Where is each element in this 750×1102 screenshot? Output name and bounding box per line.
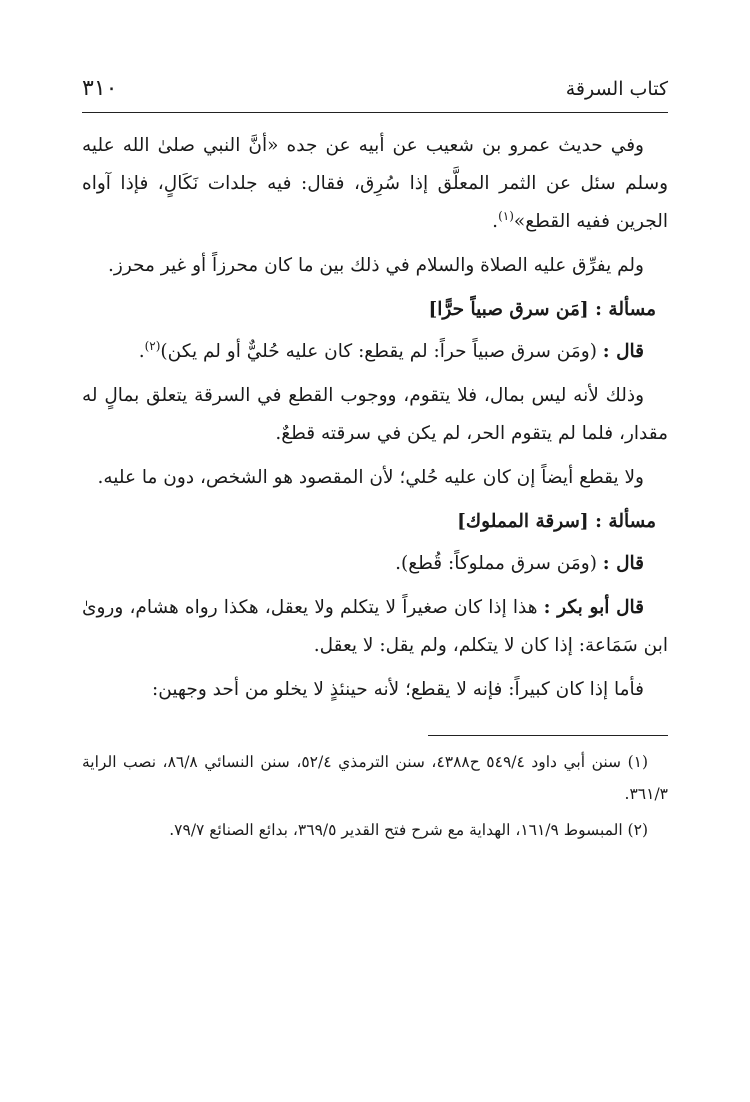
paragraph-hadith-text: وفي حديث عمرو بن شعيب عن أبيه عن جده «أنَّ النبي صلىٰ الله عليه وسلم سئل عن الثمر المعلَّق إذا سُرِق، فقال: فيه جلدات نَكَالٍ، فإذا آواه الجرين ففيه القطع» (82, 135, 668, 232)
footnote-divider (428, 735, 668, 736)
footnote-1: (١) سنن أبي داود ٥٤٩/٤ ح٤٣٨٨، سنن الترمذي ٥٢/٤، سنن النسائي ٨٦/٨، نصب الراية ٣٦١/٣. (82, 753, 668, 803)
footnote-ref-1[interactable]: (١) (498, 208, 514, 223)
footnotes (82, 746, 668, 846)
paragraph-no-distinction: ولم يفرِّق عليه الصلاة والسلام في ذلك بين ما كان محرزاً أو غير محرز. (108, 255, 644, 276)
book-title: كتاب السرقة (565, 78, 668, 100)
qala-label: قال : (602, 341, 644, 362)
section-heading-slave (82, 503, 668, 541)
ruling-text: (ومَن سرق مملوكاً: قُطع). (395, 553, 603, 574)
abu-bakr-text: هذا إذا كان صغيراً لا يتكلم ولا يعقل، هكذا رواه هشام، وروىٰ ابن سَمَاعة: إذا كان لا يتكلم، ولم يقل: لا يعقل. (82, 597, 668, 656)
paragraph-hadith (82, 127, 668, 241)
heading-label: مسألة : (595, 299, 656, 320)
paragraph-abu-bakr (82, 589, 668, 665)
paragraph-not-property: وذلك لأنه ليس بمال، فلا يتقوم، ووجوب القطع في السرقة يتعلق بمالٍ له مقدار، فلما لم يتقوم الحر، لم يكن في سرقته قطعٌ. (82, 385, 668, 444)
footnote-2: (٢) المبسوط ١٦١/٩، الهداية مع شرح فتح القدير ٣٦٩/٥، بدائع الصنائع ٧٩/٧. (169, 821, 648, 839)
ruling-end: . (138, 341, 145, 362)
main-text (82, 127, 668, 709)
page-number: ٣١٠ (82, 76, 118, 101)
abu-bakr-label: قال أبو بكر : (543, 597, 644, 618)
paragraph-slave-ruling (82, 545, 668, 583)
paragraph-free-child-ruling (82, 333, 668, 371)
running-header (82, 76, 668, 113)
heading-title: [سرقة المملوك] (457, 511, 589, 532)
paragraph-adult: فأما إذا كان كبيراً: فإنه لا يقطع؛ لأنه حينئذٍ لا يخلو من أحد وجهين: (152, 679, 644, 700)
paragraph-jewelry: ولا يقطع أيضاً إن كان عليه حُلي؛ لأن المقصود هو الشخص، دون ما عليه. (97, 467, 644, 488)
qala-label: قال : (602, 553, 644, 574)
paragraph-hadith-end: . (492, 211, 499, 232)
section-heading-free-child (82, 291, 668, 329)
heading-label: مسألة : (595, 511, 656, 532)
book-page (82, 76, 668, 1076)
footnote-ref-2[interactable]: (٢) (144, 338, 161, 353)
ruling-text: (ومَن سرق صبياً حراً: لم يقطع: كان عليه حُليٌّ أو لم يكن) (160, 341, 603, 362)
heading-title: [مَن سرق صبياً حرًّا] (428, 299, 589, 320)
